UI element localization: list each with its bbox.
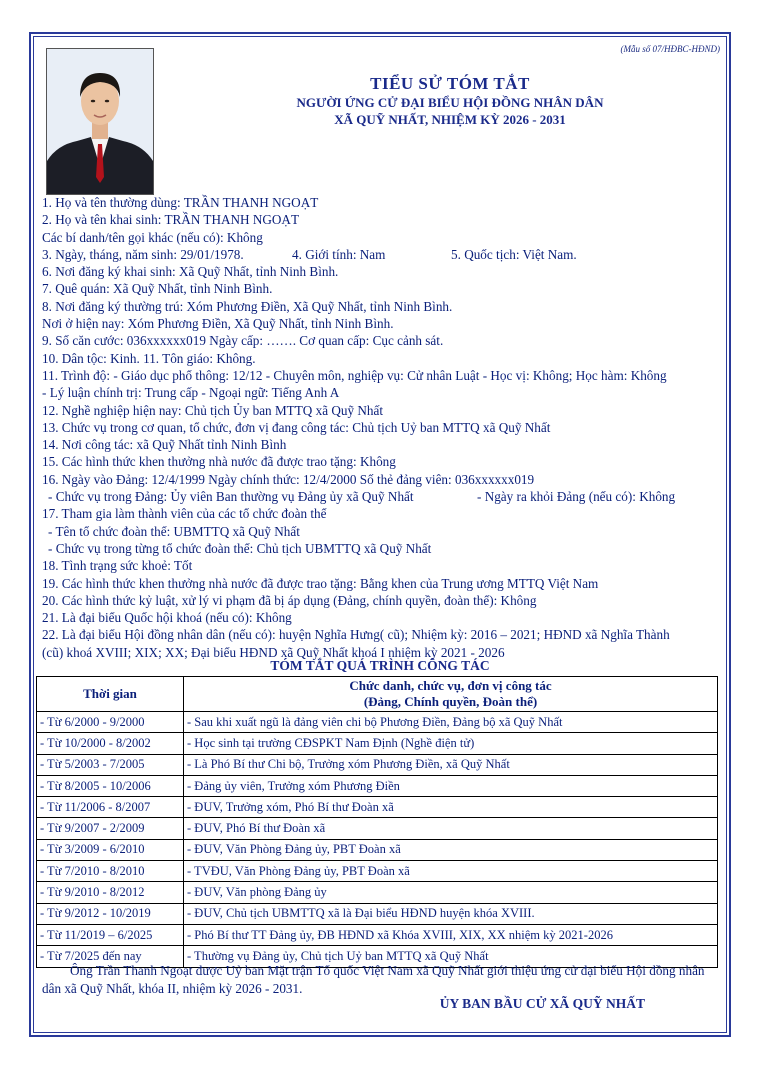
table-header-row [37, 677, 718, 712]
info-line-national-assembly: 21. Là đại biểu Quốc hội khoá (nếu có): Không [42, 610, 292, 626]
info-line-ethnicity-religion: 10. Dân tộc: Kinh. 11. Tôn giáo: Không. [42, 350, 256, 366]
info-line-current-address: Nơi ở hiện nay: Xóm Phương Điền, Xã Quỹ Nhất, tỉnh Ninh Bình. [42, 316, 394, 332]
row-description: - Là Phó Bí thư Chi bộ, Trưởng xóm Phương Điền, xã Quỹ Nhất [184, 754, 718, 775]
info-line-birth-gender-nationality [42, 246, 726, 263]
document-title: TIỂU SỬ TÓM TẮT [370, 74, 530, 93]
table-row [37, 754, 718, 775]
info-line-party-position [42, 488, 726, 505]
info-party-role: - Chức vụ trong Đảng: Ủy viên Ban thường vụ Đảng ủy xã Quỹ Nhất [48, 489, 414, 505]
info-line-council-delegate: 22. Là đại biểu Hội đồng nhân dân (nếu có): huyện Nghĩa Hưng( cũ); Nhiệm kỳ: 2016 – 2021; HĐND xã Nghĩa Thành [42, 627, 670, 643]
info-line-org-name: - Tên tổ chức đoàn thể: UBMTTQ xã Quỹ Nhất [48, 523, 300, 539]
info-line-education: 11. Trình độ: - Giáo dục phổ thông: 12/12 - Chuyên môn, nghiệp vụ: Cử nhân Luật - Học vị: Không; Học hàm: Không [42, 367, 667, 383]
row-description: - ĐUV, Văn phòng Đảng ủy [184, 882, 718, 903]
row-time: - Từ 7/2010 - 8/2010 [37, 861, 184, 882]
row-time: - Từ 9/2012 - 10/2019 [37, 903, 184, 924]
form-code: (Mẫu số 07/HĐBC-HĐND) [620, 44, 720, 54]
info-line-birth-name: 2. Họ và tên khai sinh: TRẦN THANH NGOẠT [42, 212, 300, 228]
info-line-residence: 8. Nơi đăng ký thường trú: Xóm Phương Điền, Xã Quỹ Nhất, tỉnh Ninh Bình. [42, 298, 453, 314]
info-line-id-card: 9. Số căn cước: 036xxxxxx019 Ngày cấp: ……. Cơ quan cấp: Cục cảnh sát. [42, 333, 444, 349]
row-time: - Từ 6/2000 - 9/2000 [37, 712, 184, 733]
table-row [37, 882, 718, 903]
table-row [37, 733, 718, 754]
info-line-workplace: 14. Nơi công tác: xã Quỹ Nhất tỉnh Ninh Bình [42, 437, 287, 453]
row-time: - Từ 11/2019 – 6/2025 [37, 924, 184, 945]
work-history-table [36, 676, 718, 968]
table-row [37, 924, 718, 945]
info-line-council-terms: (cũ) khoá XVIII; XIX; XX; Đại biểu HĐND xã Quỹ Nhất khoá I nhiệm kỳ 2021 - 2026 [42, 644, 505, 660]
info-line-aliases: Các bí danh/tên gọi khác (nếu có): Không [42, 229, 263, 245]
document-heading [250, 74, 650, 128]
info-line-name: 1. Họ và tên thường dùng: TRẦN THANH NGOẠT [42, 195, 319, 210]
closing-statement: Ông Trần Thanh Ngoạt được Uỷ ban Mặt trận Tổ quốc Việt Nam xã Quỹ Nhất giới thiệu ứng cử đại biểu Hội đồng nhân dân xã Quỹ Nhất, khóa II, nhiệm kỳ 2026 - 2031. [42, 963, 705, 996]
table-row [37, 712, 718, 733]
row-description: - ĐUV, Văn Phòng Đảng ủy, PBT Đoàn xã [184, 839, 718, 860]
work-history-rows [37, 712, 718, 968]
info-party-leave: - Ngày ra khỏi Đảng (nếu có): Không [477, 489, 676, 505]
row-time: - Từ 11/2006 - 8/2007 [37, 797, 184, 818]
info-line-birthplace: 6. Nơi đăng ký khai sinh: Xã Quỹ Nhất, tỉnh Ninh Bình. [42, 264, 339, 280]
info-line-position: 13. Chức vụ trong cơ quan, tổ chức, đơn vị đang công tác: Chủ tịch Uỷ ban MTTQ xã Quỹ Nhất [42, 419, 551, 435]
column-position-header-line1: Chức danh, chức vụ, đơn vị công tác [349, 678, 552, 693]
row-description: - Phó Bí thư TT Đảng ủy, ĐB HĐND xã Khóa XVIII, XIX, XX nhiệm kỳ 2021-2026 [184, 924, 718, 945]
row-time: - Từ 3/2009 - 6/2010 [37, 839, 184, 860]
table-row [37, 818, 718, 839]
info-line-awards: 15. Các hình thức khen thưởng nhà nước đã được trao tặng: Không [42, 454, 396, 470]
row-time: - Từ 9/2010 - 8/2012 [37, 882, 184, 903]
document-subtitle-1: NGƯỜI ỨNG CỬ ĐẠI BIỂU HỘI ĐỒNG NHÂN DÂN [296, 95, 604, 110]
column-position-header-line2: (Đảng, Chính quyền, Đoàn thể) [363, 694, 538, 709]
row-time: - Từ 9/2007 - 2/2009 [37, 818, 184, 839]
portrait-photo [46, 48, 154, 195]
row-description: - ĐUV, Trưởng xóm, Phó Bí thư Đoàn xã [184, 797, 718, 818]
row-time: - Từ 5/2003 - 7/2005 [37, 754, 184, 775]
row-description: - ĐUV, Phó Bí thư Đoàn xã [184, 818, 718, 839]
info-line-hometown: 7. Quê quán: Xã Quỹ Nhất, tỉnh Ninh Bình. [42, 281, 273, 297]
table-row [37, 903, 718, 924]
info-nationality: 5. Quốc tịch: Việt Nam. [451, 246, 577, 262]
info-line-organizations: 17. Tham gia làm thành viên của các tổ chức đoàn thể [42, 506, 327, 522]
row-description: - ĐUV, Chủ tịch UBMTTQ xã là Đại biểu HĐND huyện khóa XVIII. [184, 903, 718, 924]
column-position-header [184, 677, 718, 712]
row-description: - Sau khi xuất ngũ là đảng viên chi bộ Phương Điền, Đảng bộ xã Quỹ Nhất [184, 712, 718, 733]
table-row [37, 775, 718, 796]
info-line-health: 18. Tình trạng sức khoẻ: Tốt [42, 558, 193, 574]
info-line-occupation: 12. Nghề nghiệp hiện nay: Chủ tịch Ủy ban MTTQ xã Quỹ Nhất [42, 402, 383, 418]
row-time: - Từ 8/2005 - 10/2006 [37, 775, 184, 796]
info-gender: 4. Giới tính: Nam [292, 246, 386, 262]
row-time: - Từ 7/2025 đến nay [37, 946, 184, 967]
row-description: - Đảng ủy viên, Trưởng xóm Phương Điền [184, 775, 718, 796]
document-subtitle-2: XÃ QUỸ NHẤT, NHIỆM KỲ 2026 - 2031 [334, 112, 566, 127]
info-line-party-date: 16. Ngày vào Đảng: 12/4/1999 Ngày chính thức: 12/4/2000 Số thẻ đảng viên: 036xxxxxx019 [42, 471, 535, 487]
table-row [37, 861, 718, 882]
table-row [37, 839, 718, 860]
personal-info [42, 194, 726, 661]
row-time: - Từ 10/2000 - 8/2002 [37, 733, 184, 754]
row-description: - TVĐU, Văn Phòng Đảng ủy, PBT Đoàn xã [184, 861, 718, 882]
row-description: - Học sinh tại trường CĐSPKT Nam Định (Nghề điện tử) [184, 733, 718, 754]
info-line-politics-language: - Lý luận chính trị: Trung cấp - Ngoại ngữ: Tiếng Anh A [42, 385, 340, 401]
info-line-state-awards: 19. Các hình thức khen thưởng nhà nước đã được trao tặng: Bằng khen của Trung ương MTTQ Việt Nam [42, 575, 599, 591]
info-line-org-role: - Chức vụ trong từng tổ chức đoàn thể: Chủ tịch UBMTTQ xã Quỹ Nhất [48, 540, 432, 556]
info-line-discipline: 20. Các hình thức kỷ luật, xử lý vi phạm đã bị áp dụng (Đảng, chính quyền, đoàn thể): Không [42, 592, 537, 608]
info-birthdate: 3. Ngày, tháng, năm sinh: 29/01/1978. [42, 246, 244, 262]
row-description: - Thường vụ Đảng ủy, Chủ tịch Uỷ ban MTTQ xã Quỹ Nhất [184, 946, 718, 967]
table-row [37, 797, 718, 818]
signature-block: ỦY BAN BẦU CỬ XÃ QUỸ NHẤT [439, 996, 645, 1011]
column-time-header: Thời gian [37, 677, 184, 712]
work-history-title: TÓM TẮT QUÁ TRÌNH CÔNG TÁC [270, 658, 490, 673]
